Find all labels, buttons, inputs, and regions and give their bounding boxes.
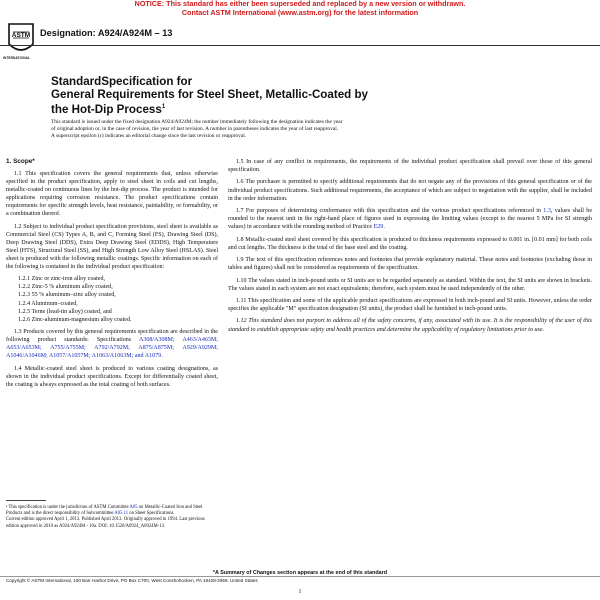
- paragraph-1-6: 1.6 The purchaser is permitted to specify additional requirements that do not negate any of the provisions of this general specification or of the individual product specifications. Such additional requirements, the acceptance of which are subject to negotiation with the supplier, shall be included in the order information.: [228, 179, 592, 202]
- footnote-1: ¹ This specification is under the jurisdiction of ASTM Committee A05 on Metallic-Coated Iron and Steel Products and is the direct responsibility of Subcommittee A05.11 on Sheet Specifications.: [6, 505, 203, 517]
- paragraph-1-11: 1.11 This specification and some of the applicable product specifications are expressed in both inch-pound and SI units. However, unless the order specifies the applicable "M" specification designation (SI units), the product shall be furnished to inch-pound units.: [228, 298, 592, 313]
- paragraph-1-12: 1.12 This standard does not purport to address all of the safety concerns, if any, associated with its use. It is the responsibility of the user of this standard to establish appropriate safety and health practices and determine the applicability of regulatory limitations prior to use.: [228, 318, 592, 333]
- committee-link[interactable]: A05: [129, 505, 138, 510]
- list-item: 1.2.6 Zinc-aluminum-magnesium alloy coated.: [18, 316, 132, 323]
- paragraph-1-2: 1.2 Subject to individual product specification provisions, steel sheet is available as Commercial Steel (CS) Types A, B, and C, Forming Steel (FS), Drawing Steel (DS), Deep Drawing Steel (DDS), Extra Deep Drawing Steel (EDDS), High Temperature Steel (HTS), Structural Steel (SS), and High Strength Low Alloy Steel (HSLAS). Steel sheet is produced with the following metallic coatings. Specific information on each of the following is contained in the individual product specification:: [6, 223, 218, 270]
- subcommittee-link[interactable]: A05.11: [114, 511, 129, 517]
- left-column: [6, 158, 218, 393]
- page-number: 1: [298, 589, 302, 595]
- title-line-1: StandardSpecification for: [51, 75, 193, 88]
- paragraph-1-5: 1.5 In case of any conflict in requirements, the requirements of the individual product specification shall prevail over those of this general specification.: [228, 159, 592, 174]
- section-1-3-link[interactable]: 1.3: [543, 208, 551, 215]
- title-line-3: the Hot-Dip Process$^1$: [51, 102, 166, 116]
- list-item: 1.2.5 Terne (lead-tin alloy) coated, and: [18, 308, 112, 315]
- section-heading-scope: 1. Scope*: [6, 158, 35, 165]
- spec-links[interactable]: A308/A308M; A463/A463M; A653/A653M; A755/A755M; A792/A792M; A875/A875M; A929/A929M; A1046/A1046M; A1057/A1057M; A1063/A1063M; and A1079.: [6, 337, 218, 360]
- paragraph-1-8: 1.8 Metallic-coated steel sheet covered by this specification is produced to thickness requirements expressed to 0.001 in. [0.01 mm] for both coils and cut lengths. The thickness is the total of the base steel and the coating.: [228, 236, 592, 251]
- astm-logo-icon: [7, 22, 35, 58]
- issuance-note: This standard is issued under the fixed designation A924/A924M; the number immediately following the designation indicates the year of original adoption or, in the case of revision, the year of last revision. A number in parentheses indicates the year of last reapproval. A superscript epsilon (ε) indicates an editorial change since the last revision or reapproval.: [51, 119, 343, 139]
- list-item: 1.2.4 Aluminum–coated,: [18, 300, 78, 307]
- designation: Designation: A924/A924M – 13: [40, 28, 173, 38]
- withdrawn-notice: [0, 0, 600, 17]
- footnote-edition: Current edition approved April 1, 2013. Published April 2013. Originally approved in 1994. Last previous edition approved in 2010 as A924/A924M - 10a. DOI: 10.1520/A0924_A0924M-13.: [6, 517, 205, 529]
- footnote-divider: [6, 500, 46, 501]
- summary-notice: *A Summary of Changes section appears at the end of this standard: [212, 570, 388, 576]
- notice-line-1: NOTICE: This standard has either been superseded and replaced by a new version or withdrawn.: [134, 0, 466, 8]
- title-line-2: General Requirements for Steel Sheet, Metallic-Coated by: [51, 88, 368, 101]
- paragraph-1-4: 1.4 Metallic-coated steel sheet is produced to various coating designations, as shown in the individual product specifications. Except for differentially coated sheet, the coating is always expressed as the total coating of both surfaces.: [6, 365, 218, 388]
- list-item: 1.2.2 Zinc-5 % aluminum alloy coated,: [18, 284, 113, 291]
- paragraph-1-1: 1.1 This specification covers the general requirements that, unless otherwise specified in the product specification, apply to steel sheet in coils and cut lengths, metallic-coated on continuous lines by the hot-dip process. The product is intended for applications requiring corrosion resistance. The product specifications contain requirements for specific strength levels, heat resistance, paintability, or formability, or a combination thereof.: [6, 171, 218, 218]
- logo-caption: INTERNATIONAL: [3, 56, 31, 60]
- list-item: 1.2.3 55 % aluminum–zinc alloy coated,: [18, 292, 116, 299]
- practice-e29-link[interactable]: E29: [373, 224, 384, 231]
- paragraph-1-9: 1.9 The text of this specification references notes and footnotes that provide explanatory material. These notes and footnotes (excluding those in tables and figures) shall not be considered as requirements of the specification.: [228, 257, 592, 272]
- list-item: 1.2.1 Zinc or zinc-iron alloy coated,: [18, 276, 105, 283]
- copyright: Copyright © ASTM International, 100 Barr Harbor Drive, PO Box C700, West Conshohocken, PA 19428-2959. United States: [6, 578, 258, 583]
- paragraph-1-3: 1.3 Products covered by this general requirements specification are described in the following product standards: Specifications A308/A308M; A463/A463M; A653/A653M; A755/A755M; A792/A792M; A875/A875M; A929/A929M; A1046/A1046M; A1057/A1057M; A1063/A1063M; and A1079.: [6, 329, 218, 360]
- paragraph-1-7: 1.7 For purposes of determining conformance with this specification and the various product specifications referenced in 1.3, values shall be rounded to the nearest unit in the right-hand place of figures used in expressing the limiting values (except to the nearest 5 MPa for SI strength values) in accordance with the rounding method of Practice E29.: [228, 208, 593, 231]
- footer-divider: [0, 576, 600, 577]
- page-title: [51, 75, 551, 116]
- header-divider: [0, 45, 600, 46]
- paragraph-1-10: 1.10 The values stated in inch-pound units or SI units are to be regarded separately as standard. Within the text, the SI units are shown in brackets. The values stated in each system are not exact equivalents; therefore, each system must be used independently of the other.: [228, 277, 592, 292]
- footnotes: [6, 505, 218, 530]
- svg-text:ASTM: ASTM: [11, 32, 31, 39]
- right-column: [228, 158, 592, 338]
- notice-line-2: Contact ASTM International (www.astm.org) for the latest information: [181, 7, 419, 17]
